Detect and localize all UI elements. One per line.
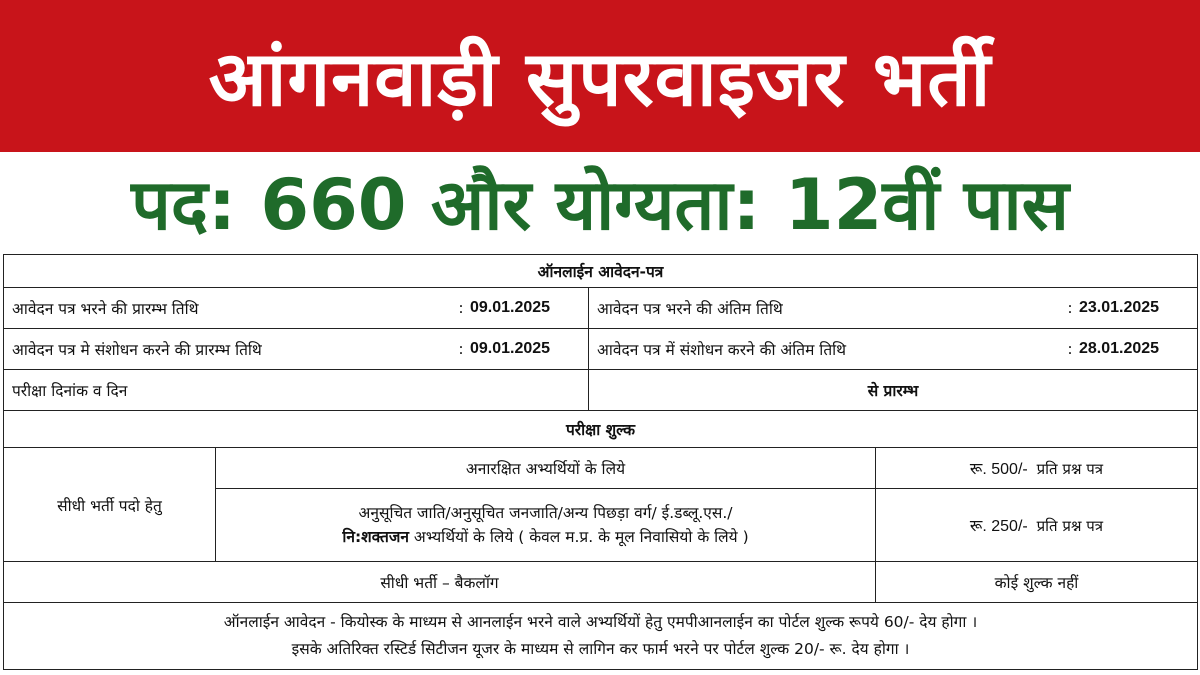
fee-category-bold: नि:शक्तजन xyxy=(342,528,409,546)
note-line: ऑनलाईन आवेदन - कियोस्क के माध्यम से आनलाईन भरने वाले अभ्यर्थियों हेतु एमपीआनलाईन का पोर्टल शुल्क रूपये 60/- देय होगा । xyxy=(223,613,978,631)
fee-amount-cell xyxy=(876,448,1198,489)
date-separator: : xyxy=(1067,340,1073,358)
fee-category-reserved xyxy=(216,489,876,562)
fee-category-line1: अनुसूचित जाति/अनुसूचित जनजाति/अन्य पिछड़ा वर्ग/ ई.डब्लू.एस./ xyxy=(358,504,733,522)
table-row xyxy=(4,370,1198,411)
date-label: आवेदन पत्र भरने की अंतिम तिथि xyxy=(597,300,783,318)
direct-recruitment-label: सीधी भर्ती पदो हेतु xyxy=(4,448,216,562)
portal-fee-note xyxy=(4,603,1198,670)
date-value: 09.01.2025 xyxy=(470,299,551,316)
backlog-label: सीधी भर्ती – बैकलॉग xyxy=(4,562,876,603)
date-cell xyxy=(589,288,1198,329)
fee-category-line2: अभ्यर्थियों के लिये ( केवल म.प्र. के मूल निवासियो के लिये ) xyxy=(413,528,749,546)
date-label: आवेदन पत्र में संशोधन करने की अंतिम तिथि xyxy=(597,341,847,359)
exam-date-value: से प्रारम्भ xyxy=(589,370,1198,411)
date-cell xyxy=(4,288,589,329)
banner-title: आंगनवाड़ी सुपरवाइजर भर्ती xyxy=(208,33,992,123)
title-banner xyxy=(0,0,1200,152)
date-value: 28.01.2025 xyxy=(1079,340,1160,357)
fee-unit: प्रति प्रश्न पत्र xyxy=(1036,460,1104,478)
date-label: आवेदन पत्र मे संशोधन करने की प्रारम्भ तिथि xyxy=(12,341,262,359)
date-cell xyxy=(4,329,589,370)
subheading xyxy=(0,152,1200,252)
table-row xyxy=(4,448,1198,489)
fee-category: अनारक्षित अभ्यर्थियों के लिये xyxy=(216,448,876,489)
date-separator: : xyxy=(1067,299,1073,317)
table-heading: ऑनलाईन आवेदन-पत्र xyxy=(4,255,1198,288)
date-label: आवेदन पत्र भरने की प्रारम्भ तिथि xyxy=(12,300,199,318)
note-line: इसके अतिरिक्त रस्टिर्ड सिटीजन यूजर के माध्यम से लागिन कर फार्म भरने पर पोर्टल शुल्क 20/- रू. देय होगा । xyxy=(291,640,910,658)
info-table xyxy=(3,254,1197,670)
table-row xyxy=(4,562,1198,603)
fee-amount: रू. 500/- xyxy=(969,461,1028,478)
date-separator: : xyxy=(458,299,464,317)
fee-amount-cell xyxy=(876,489,1198,562)
subheading-text: पद: 660 और योग्यता: 12वीं पास xyxy=(131,164,1069,246)
table-row xyxy=(4,329,1198,370)
table-row xyxy=(4,288,1198,329)
fee-heading: परीक्षा शुल्क xyxy=(4,411,1198,448)
exam-date-label: परीक्षा दिनांक व दिन xyxy=(4,370,589,411)
date-value: 23.01.2025 xyxy=(1079,299,1160,316)
fee-amount: रू. 250/- xyxy=(969,518,1028,535)
date-cell xyxy=(589,329,1198,370)
backlog-fee: कोई शुल्क नहीं xyxy=(876,562,1198,603)
date-value: 09.01.2025 xyxy=(470,340,551,357)
date-separator: : xyxy=(458,340,464,358)
fee-heading-row xyxy=(4,411,1198,448)
note-row xyxy=(4,603,1198,670)
table-heading-row xyxy=(4,255,1198,288)
fee-unit: प्रति प्रश्न पत्र xyxy=(1036,517,1104,535)
